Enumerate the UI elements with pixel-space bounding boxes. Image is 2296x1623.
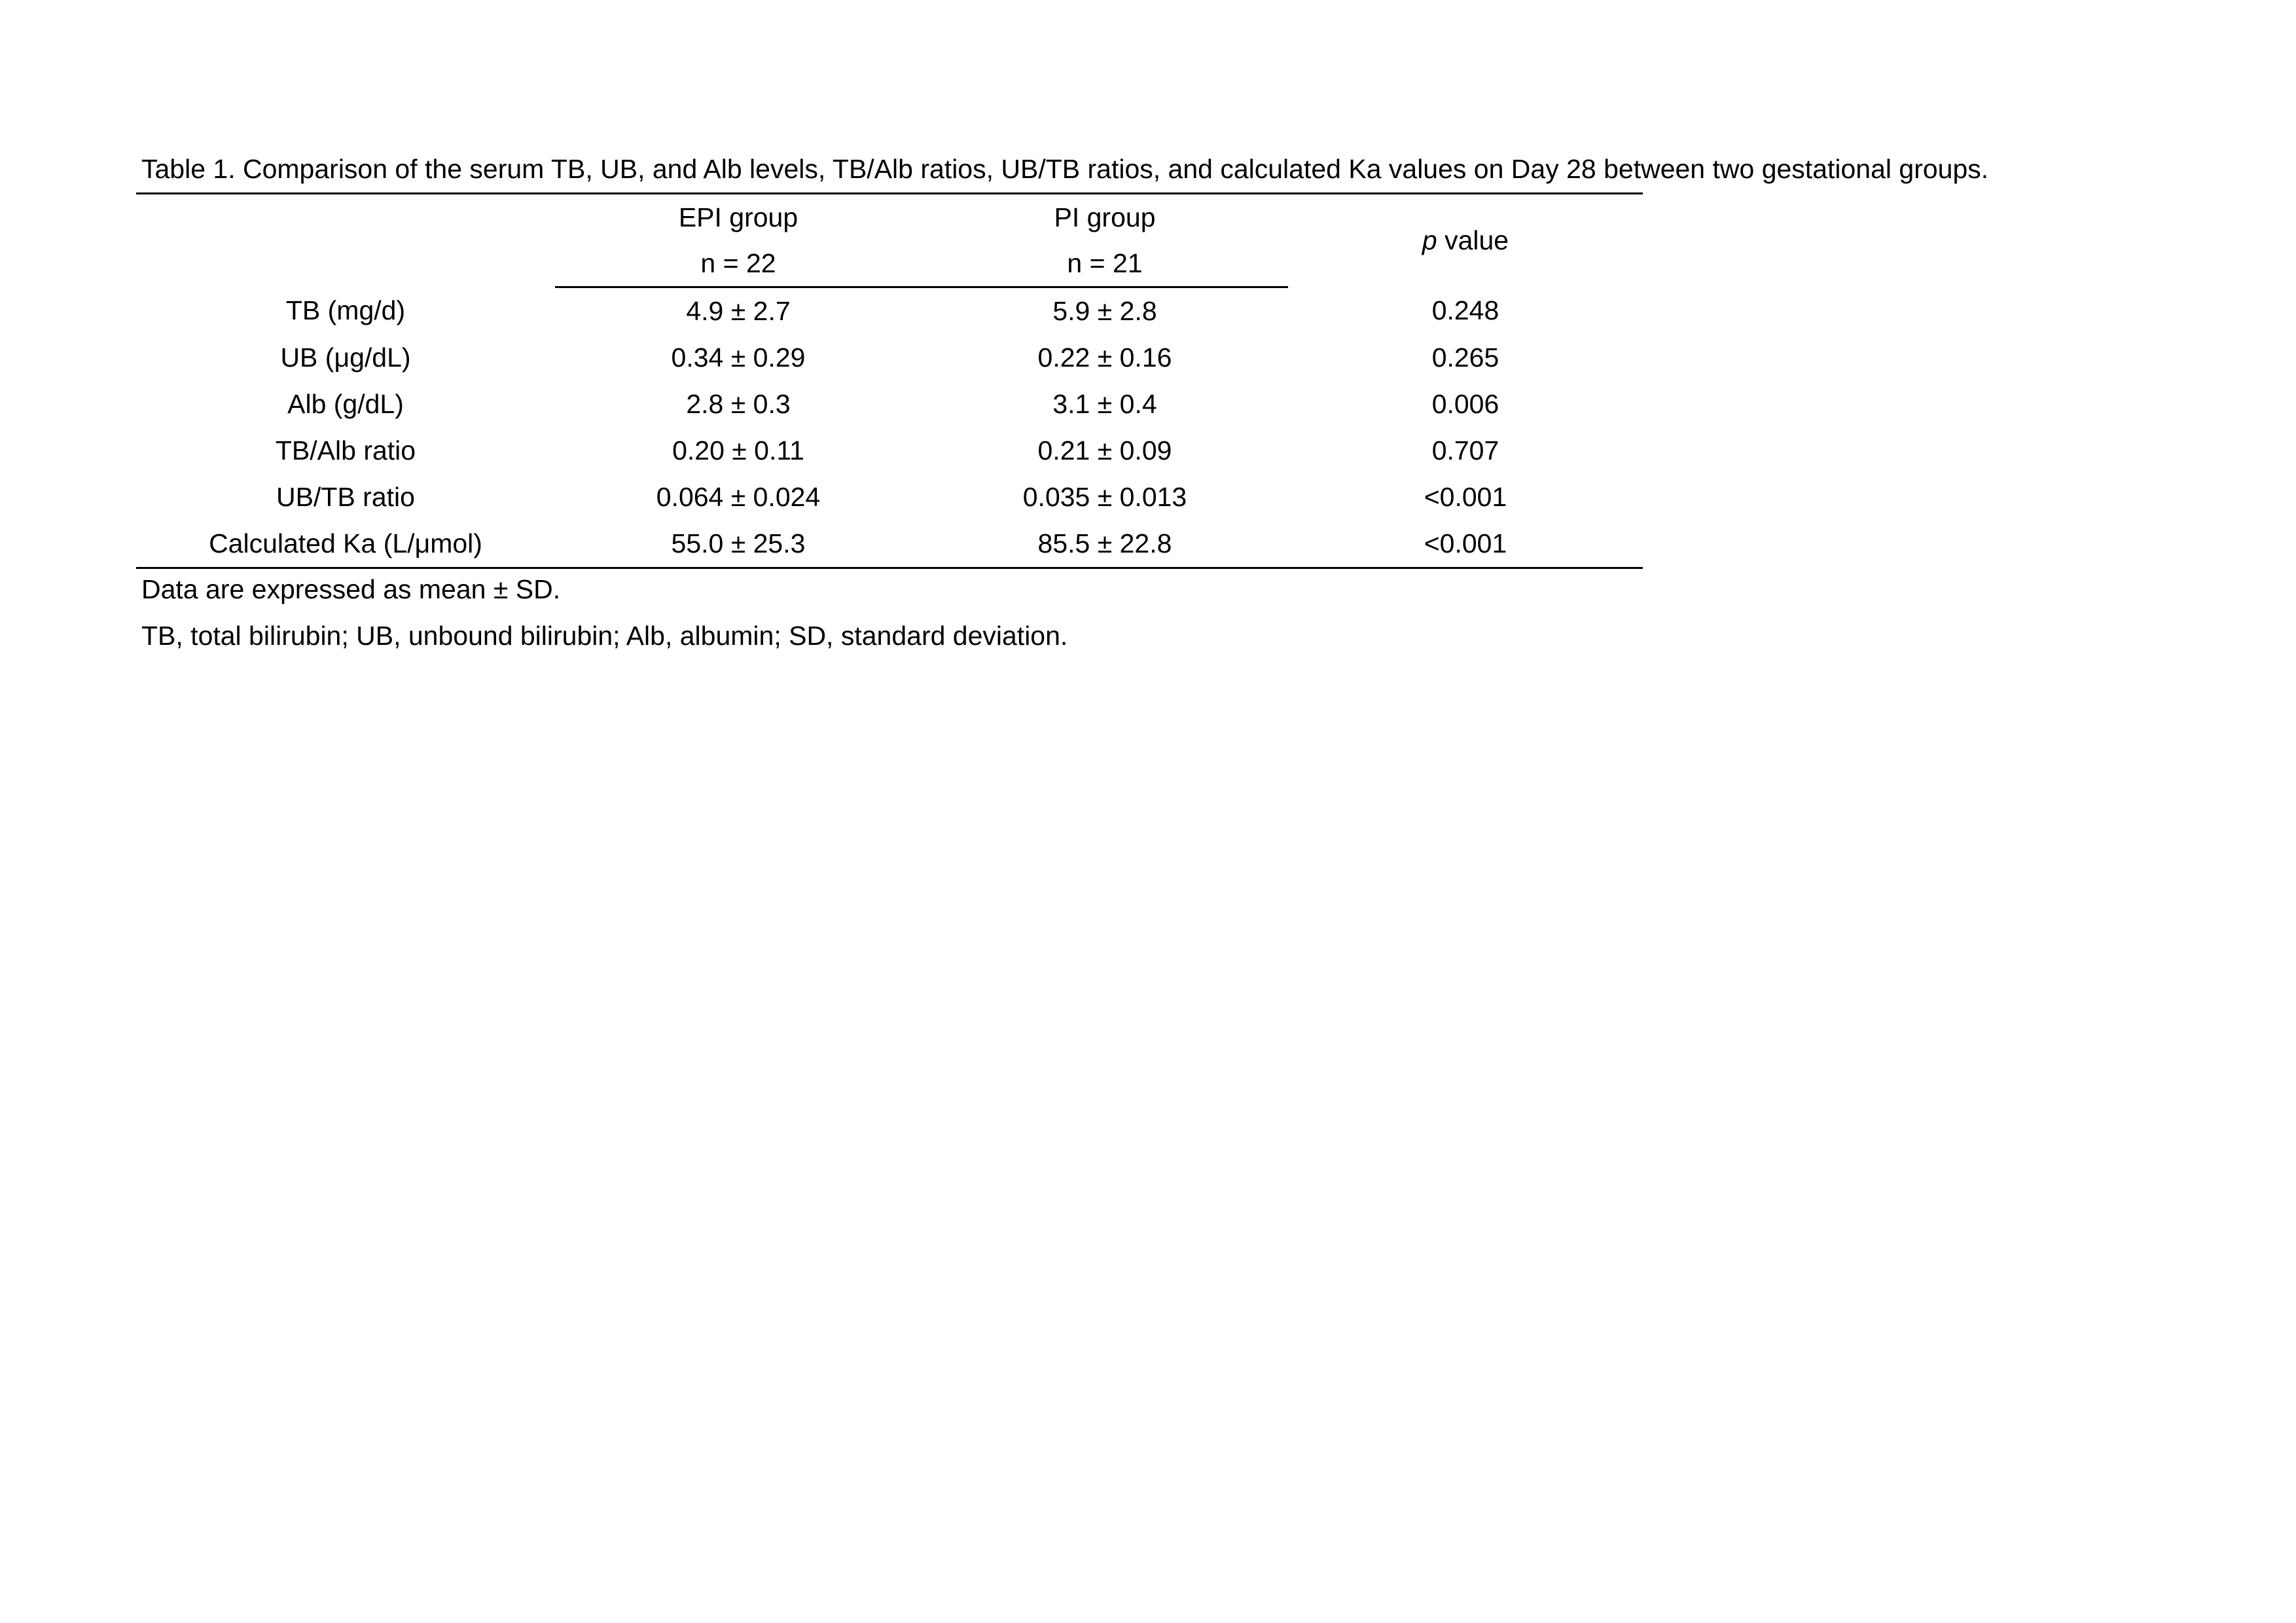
epi-value: 55.0 ± 25.3: [555, 520, 922, 568]
table-row: [136, 474, 1643, 520]
p-value: <0.001: [1424, 482, 1507, 512]
p-value: 0.707: [1431, 435, 1499, 465]
row-label: UB (μg/dL): [280, 342, 411, 373]
epi-value: 0.064 ± 0.024: [656, 482, 821, 512]
table-header: [136, 194, 1643, 287]
header-p-word: value: [1437, 225, 1509, 256]
pi-value: 0.21 ± 0.09: [1037, 435, 1172, 465]
p-value: 0.265: [1431, 342, 1499, 373]
table-row: [136, 335, 1643, 381]
pi-value: 5.9 ± 2.8: [1052, 296, 1157, 326]
header-epi-n: n = 22: [555, 240, 922, 287]
header-pi-group: PI group: [922, 194, 1288, 241]
row-label: TB/Alb ratio: [275, 435, 416, 465]
header-row-groups: [136, 194, 1643, 241]
header-p-letter: p: [1422, 225, 1437, 256]
p-value: 0.248: [1431, 295, 1499, 326]
table-body: [136, 287, 1643, 568]
p-value: <0.001: [1288, 520, 1643, 568]
data-table: [136, 192, 1643, 569]
pi-value: 85.5 ± 22.8: [922, 520, 1288, 568]
header-epi-group: EPI group: [555, 194, 922, 241]
table-row: [136, 381, 1643, 428]
row-label: TB (mg/d): [285, 295, 406, 326]
epi-value: 0.20 ± 0.11: [672, 435, 804, 465]
epi-value: 0.34 ± 0.29: [671, 342, 806, 373]
table-caption: Table 1. Comparison of the serum TB, UB, and Alb levels, TB/Alb ratios, UB/TB ratios, and calculated Ka values on Day 28 between two gestational groups.: [141, 154, 1989, 184]
footnote-data-expression: Data are expressed as mean ± SD.: [141, 574, 561, 604]
p-value: 0.006: [1431, 389, 1499, 419]
footnote-abbreviations: TB, total bilirubin; UB, unbound bilirubin; Alb, albumin; SD, standard deviation.: [141, 621, 1068, 651]
pi-value: 3.1 ± 0.4: [1052, 389, 1157, 419]
table-row: [136, 287, 1643, 335]
pi-value: 0.22 ± 0.16: [1037, 342, 1172, 373]
table-row: [136, 520, 1643, 568]
pi-value: 0.035 ± 0.013: [1022, 482, 1187, 512]
epi-value: 2.8 ± 0.3: [686, 389, 791, 419]
row-label: UB/TB ratio: [276, 482, 415, 512]
table-row: [136, 428, 1643, 474]
header-p-value: [1288, 194, 1643, 287]
row-label: Alb (g/dL): [287, 389, 404, 419]
header-empty-cell: [136, 194, 555, 287]
header-pi-n: n = 21: [922, 240, 1288, 287]
epi-value: 4.9 ± 2.7: [686, 296, 791, 326]
row-label: Calculated Ka (L/μmol): [136, 520, 555, 568]
